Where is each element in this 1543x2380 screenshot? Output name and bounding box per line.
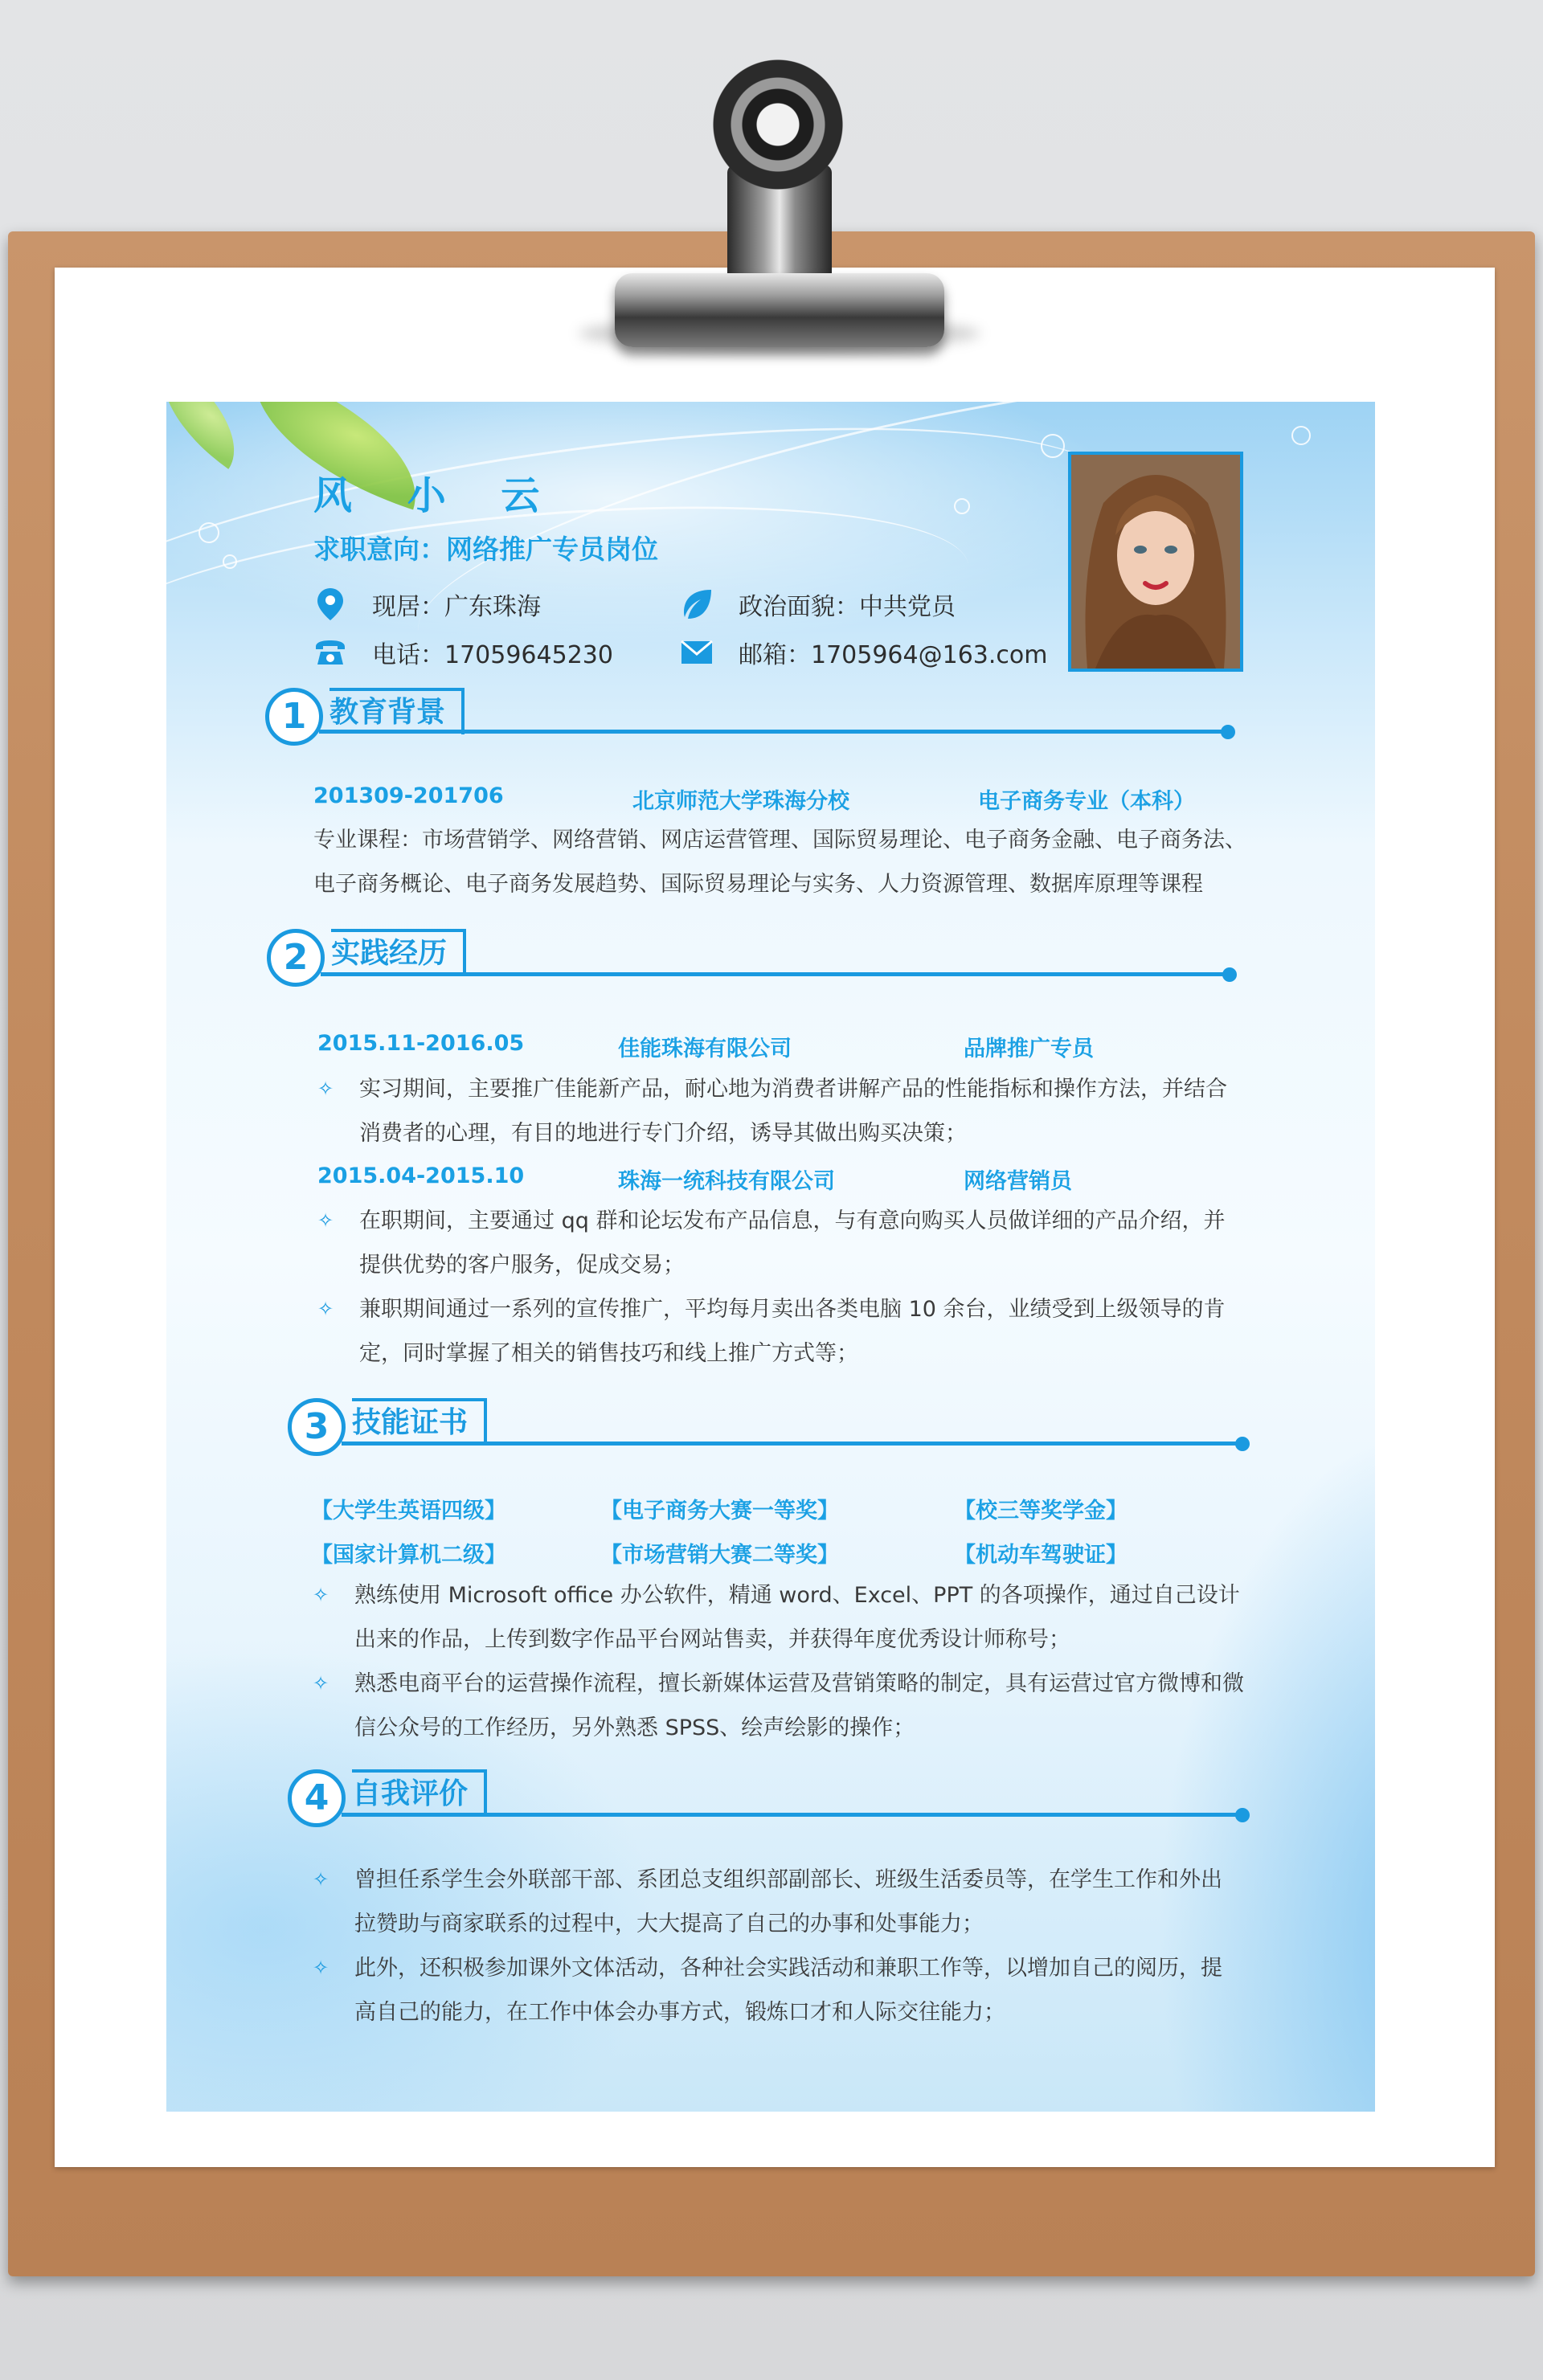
certificate: 【校三等奖学金】 xyxy=(954,1499,1128,1523)
section-rule-dot xyxy=(1222,967,1237,982)
residence-text: 现居：广东珠海 xyxy=(372,593,541,621)
binder-clip-base xyxy=(615,273,944,347)
section-number: 3 xyxy=(288,1398,346,1456)
phone-info xyxy=(314,635,613,670)
bullet-text xyxy=(359,1287,1226,1376)
courses-line-1: 专业课程：市场营销学、网络营销、网店运营管理、国际贸易理论、电子商务金融、电子商务法、 xyxy=(313,828,1246,853)
political-info xyxy=(681,587,956,622)
location-pin-icon xyxy=(314,588,346,620)
bubble-decor xyxy=(223,554,237,569)
bullet-line: 熟悉电商平台的运营操作流程，擅长新媒体运营及营销策略的制定，具有运营过官方微博和微 xyxy=(354,1671,1244,1696)
education-school: 北京师范大学珠海分校 xyxy=(632,789,849,814)
certificate: 【大学生英语四级】 xyxy=(311,1499,506,1523)
bullet-line: 曾担任系学生会外联部干部、系团总支组织部副部长、班级生活委员等，在学生工作和外出 xyxy=(354,1867,1222,1892)
section-number: 1 xyxy=(265,688,323,746)
bubble-decor xyxy=(954,498,970,514)
email-info xyxy=(681,635,1047,670)
bullet-text xyxy=(359,1067,1227,1155)
bullet-sparkle-icon: ✧ xyxy=(317,1209,334,1232)
leaf-decor-icon xyxy=(166,402,260,469)
envelope-icon xyxy=(681,636,713,669)
education-major: 电子商务专业（本科） xyxy=(978,789,1195,814)
section-title: 自我评价 xyxy=(352,1769,487,1816)
experience-role: 品牌推广专员 xyxy=(964,1037,1094,1061)
bullet-line: 兼职期间通过一系列的宣传推广，平均每月卖出各类电脑 10 余台，业绩受到上级领导的肯 xyxy=(359,1297,1226,1322)
residence-info xyxy=(314,587,541,622)
bullet-text xyxy=(359,1199,1225,1287)
section-rule xyxy=(321,972,1229,976)
bullet-text xyxy=(354,1573,1240,1662)
section-rule xyxy=(342,1813,1242,1817)
political-text: 政治面貌：中共党员 xyxy=(739,593,956,621)
bullet-sparkle-icon: ✧ xyxy=(313,1672,329,1695)
bullet-sparkle-icon: ✧ xyxy=(313,1584,329,1606)
bullet-line: 定，同时掌握了相关的销售技巧和线上推广方式等； xyxy=(359,1341,858,1366)
certificate: 【机动车驾驶证】 xyxy=(954,1543,1128,1568)
bullet-line: 此外，还积极参加课外文体活动，各种社会实践活动和兼职工作等，以增加自己的阅历，提 xyxy=(354,1956,1222,1981)
bullet-line: 消费者的心理，有目的地进行专门介绍，诱导其做出购买决策； xyxy=(359,1121,967,1146)
section-rule-dot xyxy=(1235,1437,1250,1451)
resume-page xyxy=(166,402,1375,2112)
experience-bullet xyxy=(317,1067,1282,1155)
skill-bullet xyxy=(313,1662,1277,1750)
experience-role: 网络营销员 xyxy=(964,1169,1072,1194)
bullet-line: 信公众号的工作经历，另外熟悉 SPSS、绘声绘影的操作； xyxy=(354,1715,915,1740)
bullet-line: 提供优势的客户服务，促成交易； xyxy=(359,1253,685,1278)
bullet-line: 在职期间，主要通过 qq 群和论坛发布产品信息，与有意向购买人员做详细的产品介绍，并 xyxy=(359,1208,1226,1233)
courses-line-2: 电子商务概论、电子商务发展趋势、国际贸易理论与实务、人力资源管理、数据库原理等课程 xyxy=(313,872,1203,897)
section-title: 教育背景 xyxy=(329,688,465,734)
bullet-sparkle-icon: ✧ xyxy=(317,1078,334,1100)
leaf-icon xyxy=(681,588,713,620)
section-title: 实践经历 xyxy=(331,929,466,975)
self-eval-bullet xyxy=(313,1946,1277,2034)
experience-bullet xyxy=(317,1287,1282,1376)
job-intent-label: 求职意向： xyxy=(313,534,446,565)
bullet-line: 实习期间，主要推广佳能新产品，耐心地为消费者讲解产品的性能指标和操作方法，并结合 xyxy=(359,1077,1227,1102)
education-period: 201309-201706 xyxy=(313,783,504,808)
bubble-decor xyxy=(1041,434,1065,458)
section-number: 2 xyxy=(267,929,325,987)
email-text: 邮箱：1705964@163.com xyxy=(739,641,1048,669)
section-rule xyxy=(342,1441,1242,1446)
job-intent-value: 网络推广专员岗位 xyxy=(446,534,658,565)
binder-clip-ring xyxy=(706,56,850,193)
section-title: 技能证书 xyxy=(352,1398,487,1445)
section-experience-header xyxy=(166,922,1375,995)
experience-bullet xyxy=(317,1199,1282,1287)
bullet-sparkle-icon: ✧ xyxy=(313,1868,329,1891)
bullet-line: 熟练使用 Microsoft office 办公软件，精通 word、Excel、PPT 的各项操作，通过自己设计 xyxy=(354,1583,1240,1608)
certificate: 【国家计算机二级】 xyxy=(311,1543,506,1568)
self-eval-bullet xyxy=(313,1858,1277,1946)
experience-company: 珠海一统科技有限公司 xyxy=(618,1169,835,1194)
section-number: 4 xyxy=(288,1769,346,1827)
bubble-decor xyxy=(199,522,219,543)
experience-company: 佳能珠海有限公司 xyxy=(618,1037,792,1061)
section-self-evaluation-header xyxy=(166,1763,1375,1835)
bullet-sparkle-icon: ✧ xyxy=(313,1957,329,1979)
bubble-decor xyxy=(1291,426,1311,445)
bullet-line: 出来的作品，上传到数字作品平台网站售卖，并获得年度优秀设计师称号； xyxy=(354,1627,1070,1652)
candidate-name: 风 小 云 xyxy=(313,473,561,518)
bullet-sparkle-icon: ✧ xyxy=(317,1298,334,1320)
section-rule-dot xyxy=(1235,1808,1250,1822)
bullet-text xyxy=(354,1858,1222,1946)
bullet-text xyxy=(354,1946,1222,2034)
section-education-header xyxy=(166,681,1375,754)
experience-period: 2015.11-2016.05 xyxy=(317,1031,525,1056)
profile-photo xyxy=(1068,452,1243,672)
experience-period: 2015.04-2015.10 xyxy=(317,1163,525,1188)
bullet-line: 拉赞助与商家联系的过程中，大大提高了自己的办事和处事能力； xyxy=(354,1912,984,1936)
education-courses xyxy=(313,818,1278,906)
job-intent xyxy=(313,529,658,566)
telephone-icon xyxy=(314,636,346,669)
section-rule xyxy=(319,730,1227,734)
certificate: 【市场营销大赛二等奖】 xyxy=(600,1543,839,1568)
bullet-text xyxy=(354,1662,1244,1750)
skill-bullet xyxy=(313,1573,1277,1662)
bullet-line: 高自己的能力，在工作中体会办事方式，锻炼口才和人际交往能力； xyxy=(354,2000,1005,2025)
phone-text: 电话：17059645230 xyxy=(372,641,613,669)
section-skills-header xyxy=(166,1392,1375,1464)
certificate: 【电子商务大赛一等奖】 xyxy=(600,1499,839,1523)
section-rule-dot xyxy=(1221,725,1235,739)
